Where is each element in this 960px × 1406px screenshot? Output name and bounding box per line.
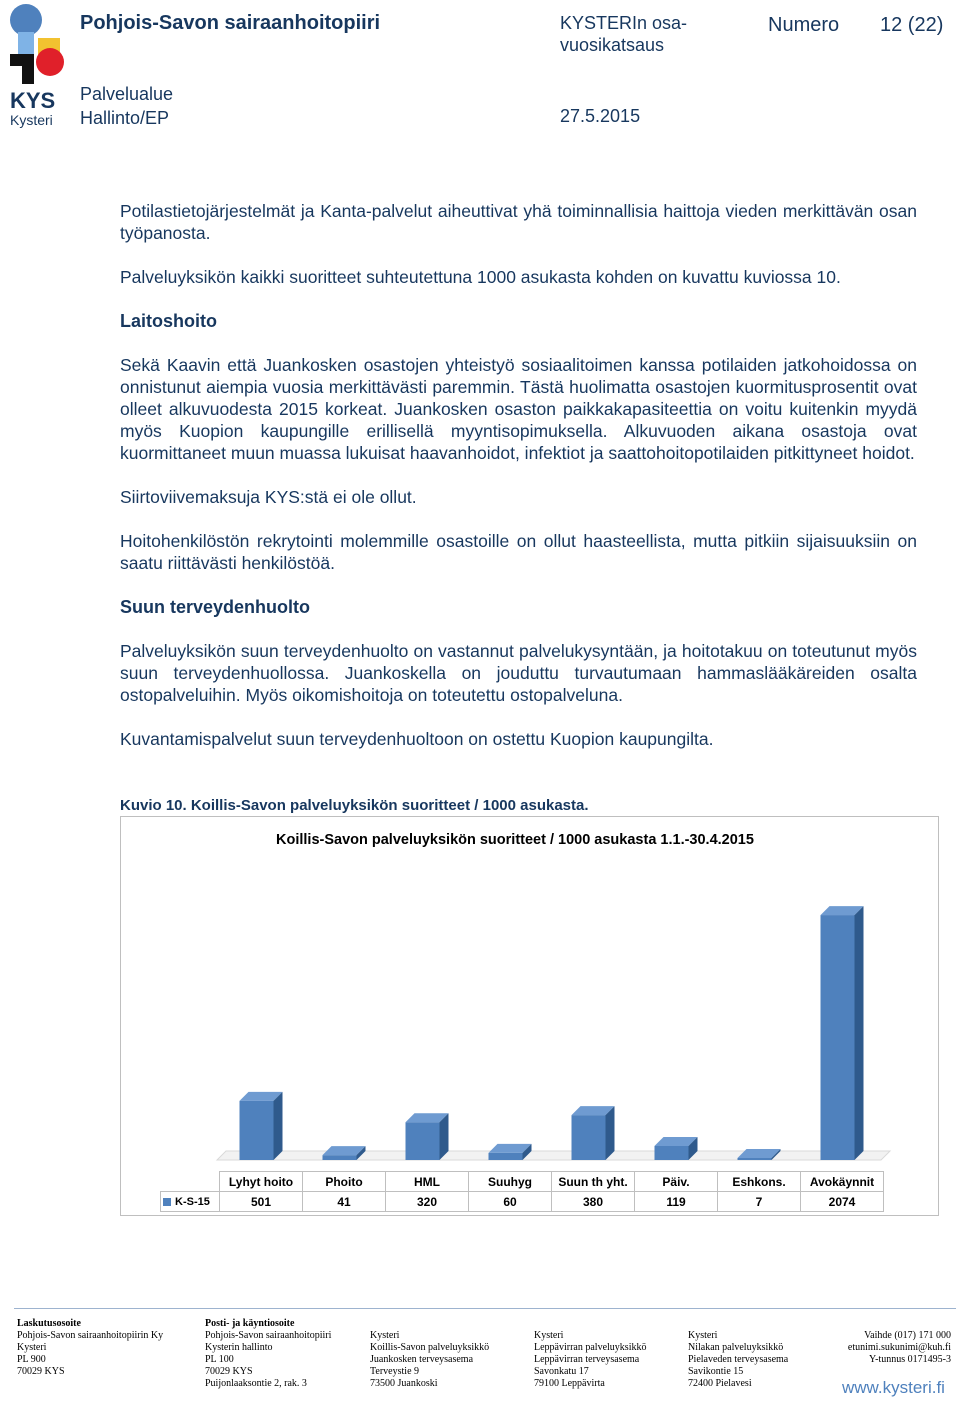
footer-line: PL 900 xyxy=(17,1354,46,1365)
chart-category-row xyxy=(161,1172,884,1192)
footer-line: Terveystie 9 xyxy=(370,1366,420,1377)
chart-floor xyxy=(217,1151,890,1160)
category-label: Lyhyt hoito xyxy=(220,1172,303,1192)
footer-line: Kysteri xyxy=(370,1330,400,1341)
footer-heading: Laskutusosoite xyxy=(17,1318,81,1329)
footer-line: Kysterin hallinto xyxy=(205,1342,273,1353)
paragraph-laitoshoito: Sekä Kaavin että Juankosken osastojen yhteistyö sosiaalitoimen kanssa potilaiden jatkohoidossa on onnistunut aiempia vuosia merkittävästi paremmin. Tästä huolimatta osastojen kuormitusprosentit ovat olleet alkuvuodesta 2015 korkeat. Juankosken osaston paikkakapasiteettia on voitu kuitenkin myydä myös Kuopion kaupungille erillisellä myyntisopimuksella. Alkuvuoden aikana osastoja ovat kuormittaneet muun muassa lukuisat haavanhoidot, infektiot ja saattohoitopotilaiden pitkittyneet hoidot. xyxy=(120,355,917,463)
logo-text: KYS xyxy=(10,88,56,113)
data-label: 41 xyxy=(303,1192,386,1212)
footer-line: PL 100 xyxy=(205,1354,234,1365)
series-legend xyxy=(161,1192,220,1212)
footer-billing-address xyxy=(17,1318,163,1378)
category-label: Avokäynnit xyxy=(801,1172,884,1192)
footer-line: 73500 Juankoski xyxy=(370,1378,438,1389)
series-name: K-S-15 xyxy=(175,1195,210,1208)
footer-phone: Vaihde (017) 171 000 xyxy=(864,1330,951,1341)
document-date: 27.5.2015 xyxy=(560,106,641,126)
footer-line: Savonkatu 17 xyxy=(534,1366,589,1377)
bar-front xyxy=(489,1153,523,1160)
data-label: 60 xyxy=(469,1192,552,1212)
heading-suun-terveydenhuolto: Suun terveydenhuolto xyxy=(120,597,311,617)
footer-line: Leppävirran palveluyksikkö xyxy=(534,1342,647,1353)
footer-line: Puijonlaaksontie 2, rak. 3 xyxy=(205,1378,307,1389)
bar-chart xyxy=(120,816,939,1216)
website-link[interactable]: www.kysteri.fi xyxy=(842,1378,945,1397)
legend-swatch xyxy=(163,1198,171,1206)
kys-logo xyxy=(4,4,70,128)
footer-line: 70029 KYS xyxy=(205,1366,253,1377)
category-label: Suuhyg xyxy=(469,1172,552,1192)
footer-line: 70029 KYS xyxy=(17,1366,65,1377)
figure-caption: Kuvio 10. Koillis-Savon palveluyksikön suoritteet / 1000 asukasta. xyxy=(120,797,589,814)
paragraph-suoritteet: Palveluyksikön kaikki suoritteet suhteutettuna 1000 asukasta kohden on kuvattu kuviossa 10. xyxy=(120,267,841,287)
footer-line: Leppävirran terveysasema xyxy=(534,1354,640,1365)
bar-side xyxy=(855,906,864,1160)
bar-avokäynnit xyxy=(821,906,864,1160)
bar-lyhyt-hoito xyxy=(240,1092,283,1160)
paragraph-suun-terveydenhuolto: Palveluyksikön suun terveydenhuolto on vastannut palvelukysyntään, ja hoitotakuu on toteutunut myös suun terveydenhuollossa. Juankoskella on jouduttu turvautumaan hammaslääkäreiden osalta ostopalveluihin. Myös oikomishoitoja on toteutettu ostopalveluna. xyxy=(120,641,917,705)
footer-line: Nilakan palveluyksikkö xyxy=(688,1342,784,1353)
service-area xyxy=(80,82,173,130)
footer-divider xyxy=(14,1308,956,1309)
paragraph-potilastieto: Potilastietojärjestelmät ja Kanta-palvelut aiheuttivat yhä toiminnallisia haittoja vieden merkittävän osan työpanosta. xyxy=(120,201,917,243)
category-label: Suun th yht. xyxy=(552,1172,635,1192)
data-label: 7 xyxy=(718,1192,801,1212)
bar-front xyxy=(655,1146,689,1160)
footer-line: Koillis-Savon palveluyksikkö xyxy=(370,1342,490,1353)
bar-front xyxy=(572,1115,606,1160)
document-title: KYSTERIn osa-vuosikatsaus xyxy=(560,13,688,55)
data-label: 380 xyxy=(552,1192,635,1212)
bar-suun-th-yht- xyxy=(572,1106,615,1160)
footer-pielavesi xyxy=(688,1330,788,1390)
service-area-label: Palvelualue xyxy=(80,84,174,104)
footer-line: Savikontie 15 xyxy=(688,1366,744,1377)
paragraph-siirtoviive: Siirtoviivemaksuja KYS:stä ei ole ollut. xyxy=(120,487,417,507)
bar-front xyxy=(240,1101,274,1160)
category-label: Päiv. xyxy=(635,1172,718,1192)
logo-subtext: Kysteri xyxy=(10,112,53,128)
footer-postal-address xyxy=(205,1318,331,1390)
table-corner xyxy=(161,1172,220,1192)
data-label: 320 xyxy=(386,1192,469,1212)
footer-line: Kysteri xyxy=(688,1330,718,1341)
footer-line: 79100 Leppävirta xyxy=(534,1378,605,1389)
footer-business-id: Y-tunnus 0171495-3 xyxy=(869,1354,951,1365)
footer-line: Juankosken terveysasema xyxy=(370,1354,474,1365)
data-label: 119 xyxy=(635,1192,718,1212)
chart-title: Koillis-Savon palveluyksikön suoritteet / 1000 asukasta 1.1.-30.4.2015 xyxy=(276,832,754,848)
category-label: Phoito xyxy=(303,1172,386,1192)
document-body xyxy=(120,200,917,772)
footer-line: Pohjois-Savon sairaanhoitopiiri xyxy=(205,1330,332,1341)
organization-name: Pohjois-Savon sairaanhoitopiiri xyxy=(80,12,381,34)
bar-front xyxy=(821,915,855,1160)
footer-line: Pielaveden terveysasema xyxy=(688,1354,789,1365)
bar-front xyxy=(738,1158,772,1160)
service-area-value: Hallinto/EP xyxy=(80,108,170,128)
footer-contact xyxy=(848,1330,951,1366)
footer-juankoski xyxy=(370,1330,489,1390)
data-label: 2074 xyxy=(801,1192,884,1212)
bar-päiv- xyxy=(655,1137,698,1160)
bar-front xyxy=(323,1155,357,1160)
bar-front xyxy=(406,1122,440,1160)
paragraph-rekrytointi: Hoitohenkilöstön rekrytointi molemmille osastoille on ollut haasteellista, mutta pitkiin sijaisuuksiin on saatu riittävästi henkilöstöä. xyxy=(120,531,917,573)
page-number: 12 (22) xyxy=(880,14,944,36)
footer-leppavirta xyxy=(534,1330,646,1390)
chart-data-table xyxy=(160,1171,884,1212)
footer-line: Pohjois-Savon sairaanhoitopiirin Ky xyxy=(17,1330,164,1341)
category-label: Eshkons. xyxy=(718,1172,801,1192)
bar-side xyxy=(606,1106,615,1160)
bar-side xyxy=(274,1092,283,1160)
paragraph-kuvantaminen: Kuvantamispalvelut suun terveydenhuoltoon on ostettu Kuopion kaupungilta. xyxy=(120,729,714,749)
footer-line: 72400 Pielavesi xyxy=(688,1378,752,1389)
category-label: HML xyxy=(386,1172,469,1192)
footer-line: Kysteri xyxy=(17,1342,47,1353)
footer-email: etunimi.sukunimi@kuh.fi xyxy=(847,1342,951,1353)
bar-hml xyxy=(406,1113,449,1160)
footer-line: Kysteri xyxy=(534,1330,564,1341)
heading-laitoshoito: Laitoshoito xyxy=(120,311,217,331)
footer-heading: Posti- ja käyntiosoite xyxy=(205,1318,295,1329)
data-label: 501 xyxy=(220,1192,303,1212)
chart-value-row xyxy=(161,1192,884,1212)
number-label: Numero xyxy=(768,14,840,36)
